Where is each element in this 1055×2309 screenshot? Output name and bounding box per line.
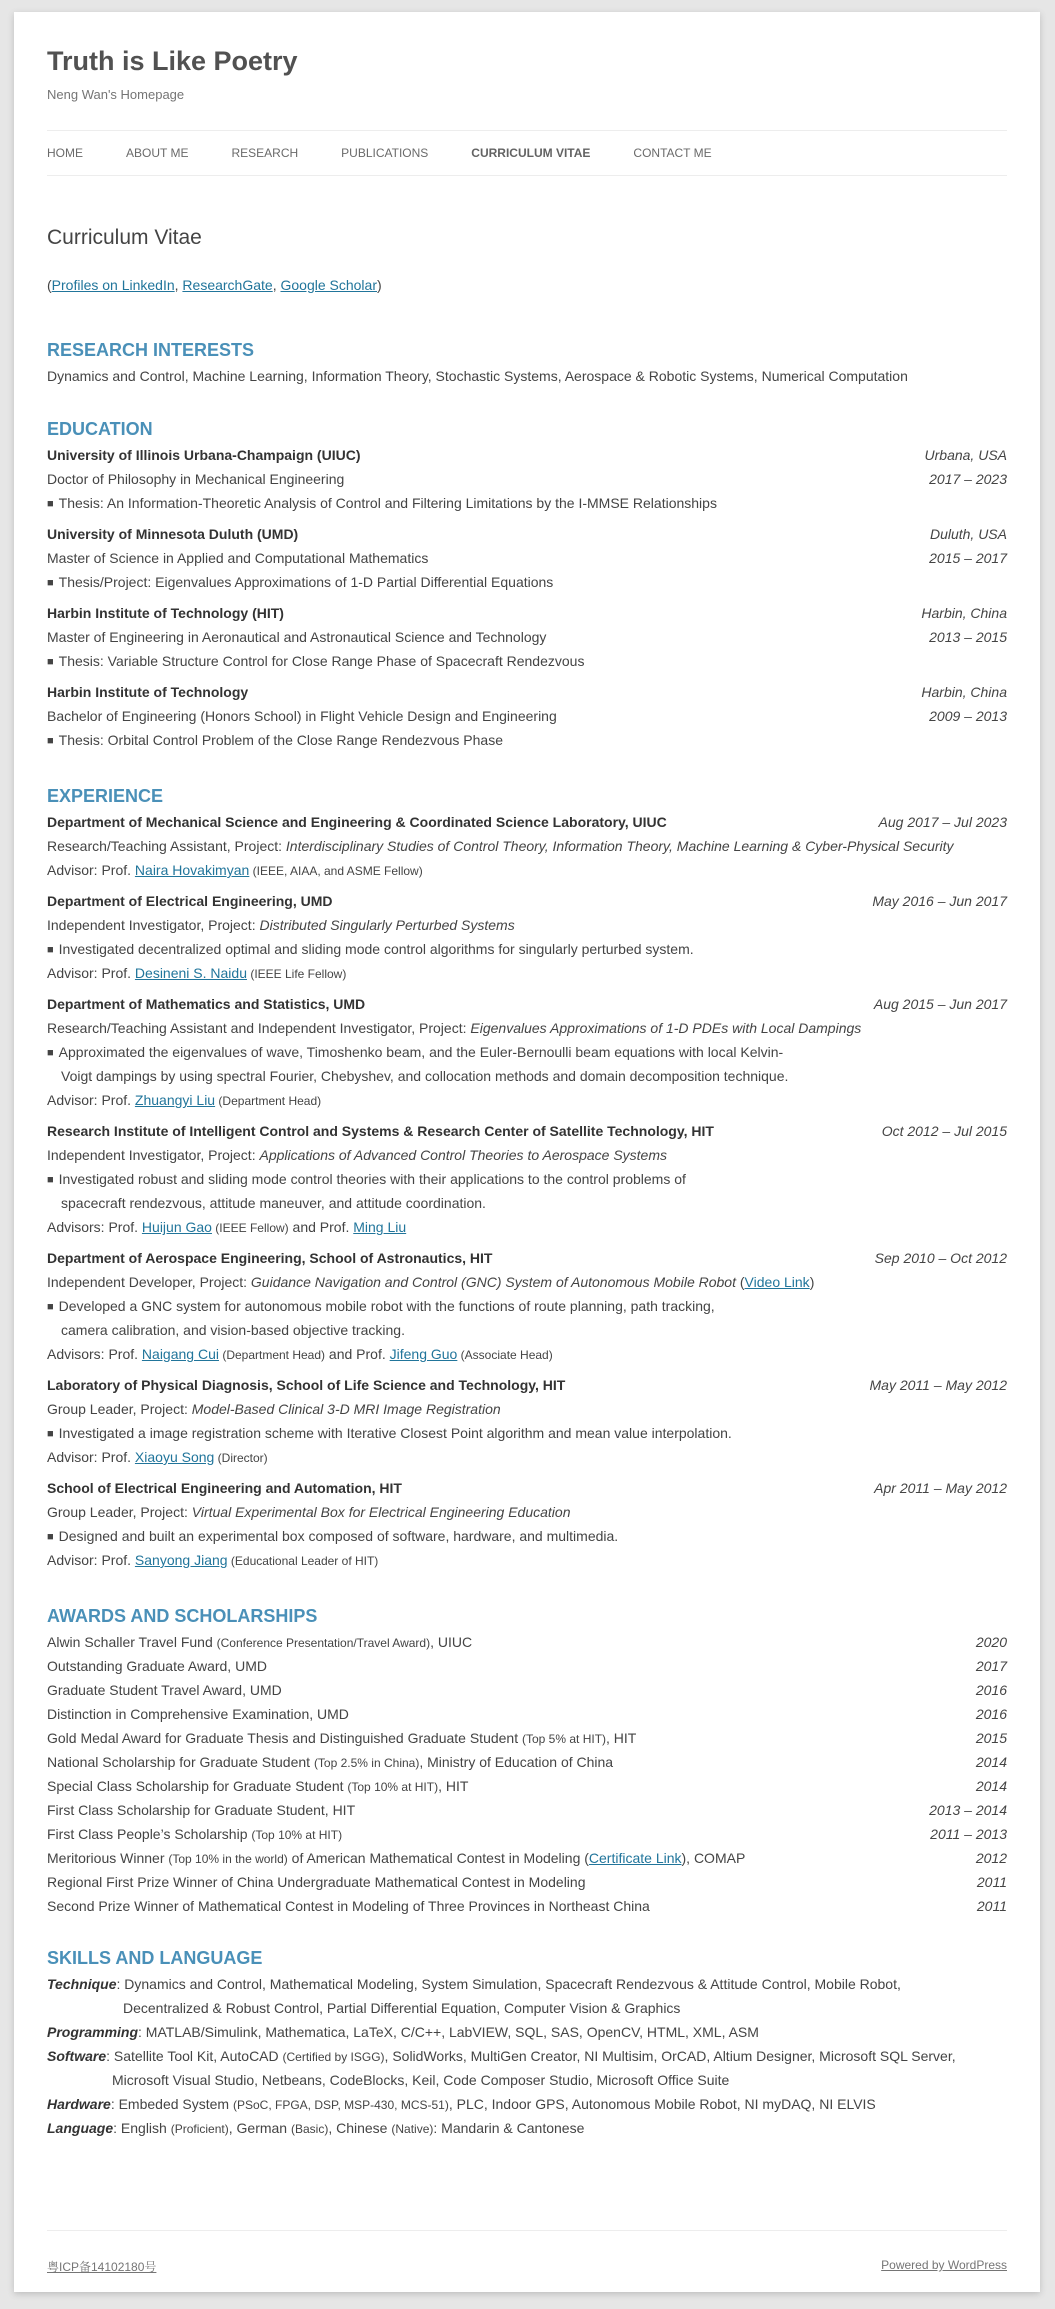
award-item: [47, 1702, 1007, 1726]
degree-dates: 2017 – 2023: [929, 471, 1007, 487]
nav-publications[interactable]: PUBLICATIONS: [341, 146, 429, 160]
experience-entry: [47, 992, 1007, 1112]
project: Eigenvalues Approximations of 1-D PDEs with Local Dampings: [470, 1020, 862, 1036]
advisor-prefix: Advisor: Prof.: [47, 1092, 135, 1108]
bullet-item: ■ Designed and built an experimental box composed of software, hardware, and multimedia.: [47, 1524, 1007, 1548]
advisor-link[interactable]: Sanyong Jiang: [134, 1552, 228, 1568]
nav-curriculum-vitae[interactable]: CURRICULUM VITAE: [471, 146, 591, 160]
bullet-continuation: spacecraft rendezvous, attitude maneuver, and attitude coordination.: [61, 1195, 486, 1211]
bullet-item: ■ Approximated the eigenvalues of wave, Timoshenko beam, and the Euler-Bernoulli beam equations with local Kelvin-: [47, 1040, 1007, 1064]
skill-note: (Native): [391, 2122, 434, 2136]
site-footer: [47, 2230, 1007, 2277]
separator: ,: [174, 277, 183, 293]
role: Independent Investigator, Project:: [47, 1147, 260, 1163]
school-name: Harbin Institute of Technology (HIT): [47, 605, 284, 621]
award-year: 2017: [975, 1658, 1007, 1674]
experience-dates: May 2016 – Jun 2017: [872, 893, 1007, 909]
advisor-note: (Director): [214, 1451, 268, 1465]
advisor-note: (IEEE Fellow): [211, 1221, 289, 1235]
school-name: University of Illinois Urbana-Champaign (UIUC): [47, 447, 361, 463]
award-name: First Class People’s Scholarship: [47, 1826, 252, 1842]
advisor-note: (Department Head): [218, 1348, 326, 1362]
skills-heading: SKILLS AND LANGUAGE: [47, 1948, 263, 1968]
award-year: 2014: [975, 1754, 1007, 1770]
thesis: ■ Thesis: Orbital Control Problem of the Close Range Rendezvous Phase: [47, 728, 1007, 752]
page-title: Curriculum Vitae: [47, 226, 202, 249]
nav-home[interactable]: HOME: [47, 146, 83, 160]
experience-dates: Aug 2015 – Jun 2017: [873, 996, 1007, 1012]
degree-dates: 2015 – 2017: [929, 550, 1007, 566]
award-org: , HIT: [438, 1778, 469, 1794]
experience-dates: Oct 2012 – Jul 2015: [881, 1123, 1007, 1139]
nav-about-me[interactable]: ABOUT ME: [126, 146, 189, 160]
skill-text: , PLC, Indoor GPS, Autonomous Mobile Robot, NI myDAQ, NI ELVIS: [448, 2096, 876, 2112]
award-year: 2014: [975, 1778, 1007, 1794]
award-item: [47, 1678, 1007, 1702]
organization: Research Institute of Intelligent Control and Systems & Research Center of Satellite Technology, HIT: [47, 1123, 714, 1139]
advisor-note: (Department Head): [215, 1094, 322, 1108]
award-item: [47, 1630, 1007, 1654]
skill-text: : MATLAB/Simulink, Mathematica, LaTeX, C/C++, LabVIEW, SQL, SAS, OpenCV, HTML, XML, ASM: [138, 2024, 759, 2040]
bullet-item: ■ Developed a GNC system for autonomous mobile robot with the functions of route planning, path tracking,: [47, 1294, 1007, 1318]
experience-entry: [47, 1119, 1007, 1239]
thesis: ■ Thesis: Variable Structure Control for Close Range Phase of Spacecraft Rendezvous: [47, 649, 1007, 673]
skill-label: Hardware: [47, 2096, 111, 2112]
project: Model-Based Clinical 3-D MRI Image Registration: [191, 1401, 501, 1417]
award-name: Second Prize Winner of Mathematical Contest in Modeling of Three Provinces in Northeast China: [47, 1898, 650, 1914]
experience-entry: [47, 1373, 1007, 1469]
advisor-connector: and Prof.: [325, 1346, 390, 1362]
experience-entry: [47, 1476, 1007, 1572]
award-item: [47, 1774, 1007, 1798]
organization: Department of Electrical Engineering, UMD: [47, 893, 333, 909]
icp-link[interactable]: 粤ICP备14102180号: [47, 2260, 157, 2274]
award-name: Graduate Student Travel Award, UMD: [47, 1682, 282, 1698]
video-link[interactable]: Video Link: [744, 1274, 810, 1290]
award-year: 2020: [975, 1634, 1007, 1650]
award-item: [47, 1798, 1007, 1822]
award-name: Special Class Scholarship for Graduate Student: [47, 1778, 348, 1794]
degree-dates: 2013 – 2015: [929, 629, 1007, 645]
thesis: ■ Thesis: An Information-Theoretic Analysis of Control and Filtering Limitations by the I-MMSE Relationships: [47, 491, 1007, 515]
role: Group Leader, Project:: [47, 1401, 192, 1417]
skill-text: , Chinese: [328, 2120, 392, 2136]
experience-heading: EXPERIENCE: [47, 786, 164, 806]
award-name: Regional First Prize Winner of China Undergraduate Mathematical Contest in Modeling: [47, 1874, 586, 1890]
education-entry: [47, 680, 1007, 752]
skill-note: (Certified by ISGG): [282, 2050, 385, 2064]
education-section: [47, 415, 1007, 752]
experience-dates: Apr 2011 – May 2012: [874, 1480, 1007, 1496]
advisor-note: (Associate Head): [457, 1348, 553, 1362]
skill-label: Language: [47, 2120, 114, 2136]
thesis: ■ Thesis/Project: Eigenvalues Approximations of 1-D Partial Differential Equations: [47, 570, 1007, 594]
paren-close: ): [809, 1274, 815, 1290]
research-interests-text: Dynamics and Control, Machine Learning, Information Theory, Stochastic Systems, Aerospace & Robotic Systems, Numerical Computation: [47, 368, 908, 384]
award-year: 2016: [975, 1682, 1007, 1698]
skill-programming: [47, 2020, 1007, 2044]
award-name: Outstanding Graduate Award, UMD: [47, 1658, 267, 1674]
school-location: Urbana, USA: [924, 447, 1007, 463]
paren-close: ): [377, 277, 382, 293]
awards-section: [47, 1602, 1007, 1918]
education-heading: EDUCATION: [47, 419, 153, 439]
skill-text: : Embeded System: [110, 2096, 233, 2112]
award-year: 2015: [975, 1730, 1007, 1746]
researchgate-link[interactable]: ResearchGate: [182, 277, 273, 293]
award-year: 2011: [976, 1898, 1007, 1914]
school-name: University of Minnesota Duluth (UMD): [47, 526, 299, 542]
skill-label: Technique: [47, 1976, 117, 1992]
education-entry: [47, 443, 1007, 515]
nav-research[interactable]: RESEARCH: [231, 146, 299, 160]
award-note: (Conference Presentation/Travel Award): [216, 1636, 431, 1650]
project: Virtual Experimental Box for Electrical Engineering Education: [191, 1504, 571, 1520]
organization: Laboratory of Physical Diagnosis, School of Life Science and Technology, HIT: [47, 1377, 566, 1393]
bullet-continuation: camera calibration, and vision-based objective tracking.: [61, 1322, 405, 1338]
content-area: [47, 12, 1007, 2292]
organization: Department of Aerospace Engineering, School of Astronautics, HIT: [47, 1250, 493, 1266]
project: Distributed Singularly Perturbed Systems: [259, 917, 515, 933]
skills-section: [47, 1944, 1007, 2140]
award-org: , UIUC: [430, 1634, 473, 1650]
award-name: National Scholarship for Graduate Student: [47, 1754, 314, 1770]
bullet-item: ■ Investigated robust and sliding mode control theories with their applications to the control problems of: [47, 1167, 1007, 1191]
google-scholar-link[interactable]: Google Scholar: [280, 277, 377, 293]
role: Group Leader, Project:: [47, 1504, 192, 1520]
advisor-link[interactable]: Desineni S. Naidu: [134, 965, 247, 981]
award-item: [47, 1750, 1007, 1774]
site-description: Neng Wan's Homepage: [47, 87, 185, 102]
bullet-continuation: Voigt dampings by using spectral Fourier, Chebyshev, and collocation methods and domain decomposition technique.: [61, 1068, 789, 1084]
paren-open: (: [47, 277, 52, 293]
award-year: 2016: [975, 1706, 1007, 1722]
nav-contact-me[interactable]: CONTACT ME: [633, 146, 712, 160]
award-org: ), COMAP: [681, 1850, 746, 1866]
skill-software: [47, 2044, 1007, 2068]
degree: Master of Science in Applied and Computational Mathematics: [47, 550, 429, 566]
award-name: Gold Medal Award for Graduate Thesis and Distinguished Graduate Student: [47, 1730, 522, 1746]
research-interests-heading: RESEARCH INTERESTS: [47, 340, 255, 360]
main-navigation: [47, 130, 1007, 176]
award-year: 2012: [975, 1850, 1007, 1866]
skill-note: (Basic): [290, 2122, 329, 2136]
experience-section: [47, 782, 1007, 1572]
award-item: [47, 1870, 1007, 1894]
advisor-prefix: Advisor: Prof.: [47, 965, 135, 981]
skill-text: , German: [228, 2120, 291, 2136]
powered-by-link[interactable]: Powered by WordPress: [881, 2258, 1007, 2272]
experience-entry: [47, 889, 1007, 985]
school-location: Duluth, USA: [929, 526, 1007, 542]
advisor-connector: and Prof.: [288, 1219, 354, 1235]
role: Research/Teaching Assistant, Project:: [47, 838, 286, 854]
skill-note: (PSoC, FPGA, DSP, MSP-430, MCS-51): [232, 2098, 449, 2112]
skill-hardware: [47, 2092, 1007, 2116]
bullet-item: ■ Investigated decentralized optimal and sliding mode control algorithms for singularly perturbed system.: [47, 937, 1007, 961]
school-name: Harbin Institute of Technology: [47, 684, 249, 700]
skill-label: Programming: [47, 2024, 139, 2040]
award-item: [47, 1846, 1007, 1870]
school-location: Harbin, China: [921, 605, 1007, 621]
skill-text: : Satellite Tool Kit, AutoCAD: [106, 2048, 283, 2064]
organization: School of Electrical Engineering and Automation, HIT: [47, 1480, 402, 1496]
award-org: , HIT: [606, 1730, 637, 1746]
award-name: First Class Scholarship for Graduate Student, HIT: [47, 1802, 356, 1818]
degree-dates: 2009 – 2013: [929, 708, 1007, 724]
award-note: (Top 10% in the world): [168, 1852, 288, 1866]
site-title[interactable]: Truth is Like Poetry: [47, 46, 298, 76]
award-year: 2013 – 2014: [929, 1802, 1007, 1818]
awards-heading: AWARDS AND SCHOLARSHIPS: [47, 1606, 318, 1626]
role: Independent Investigator, Project:: [47, 917, 260, 933]
award-note: (Top 10% at HIT): [347, 1780, 439, 1794]
education-entry: [47, 522, 1007, 594]
award-note: (Top 5% at HIT): [522, 1732, 607, 1746]
experience-entry: [47, 1246, 1007, 1366]
advisor-prefix: Advisor: Prof.: [47, 1552, 135, 1568]
degree: Doctor of Philosophy in Mechanical Engineering: [47, 471, 345, 487]
organization: Department of Mechanical Science and Engineering & Coordinated Science Laboratory, UIUC: [47, 814, 667, 830]
experience-entry: [47, 810, 1007, 882]
project: Guidance Navigation and Control (GNC) System of Autonomous Mobile Robot: [250, 1274, 736, 1290]
skill-language: [47, 2116, 1007, 2140]
project: Interdisciplinary Studies of Control Theory, Information Theory, Machine Learning & Cyber-Physical Security: [285, 838, 954, 854]
advisor-note: (Educational Leader of HIT): [227, 1554, 379, 1568]
award-name: Distinction in Comprehensive Examination, UMD: [47, 1706, 349, 1722]
role: Independent Developer, Project:: [47, 1274, 251, 1290]
school-location: Harbin, China: [921, 684, 1007, 700]
award-item: [47, 1654, 1007, 1678]
award-note: (Top 10% at HIT): [251, 1828, 343, 1842]
advisor-link[interactable]: Jifeng Guo: [389, 1346, 458, 1362]
award-year: 2011 – 2013: [930, 1826, 1007, 1842]
paren-open: (: [735, 1274, 745, 1290]
advisor-link[interactable]: Huijun Gao: [141, 1219, 212, 1235]
skill-text: , SolidWorks, MultiGen Creator, NI Multisim, OrCAD, Altium Designer, Microsoft SQL Server,: [384, 2048, 956, 2064]
skill-note: (Proficient): [170, 2122, 229, 2136]
certificate-link[interactable]: Certificate Link: [588, 1850, 682, 1866]
linkedin-link[interactable]: Profiles on LinkedIn: [51, 277, 175, 293]
advisor-link[interactable]: Ming Liu: [353, 1219, 407, 1235]
experience-dates: Sep 2010 – Oct 2012: [874, 1250, 1007, 1266]
degree: Bachelor of Engineering (Honors School) in Flight Vehicle Design and Engineering: [47, 708, 557, 724]
advisor-note: (IEEE Life Fellow): [246, 967, 347, 981]
skill-software-continuation: Microsoft Visual Studio, Netbeans, CodeBlocks, Keil, Code Composer Studio, Microsoft Office Suite: [112, 2072, 730, 2088]
award-name: Alwin Schaller Travel Fund: [47, 1634, 217, 1650]
research-interests-section: [47, 336, 1007, 388]
award-year: 2011: [976, 1874, 1007, 1890]
award-org: of American Mathematical Contest in Modeling (: [287, 1850, 589, 1866]
skill-text: : Mandarin & Cantonese: [433, 2120, 585, 2136]
award-item: [47, 1894, 1007, 1918]
skill-text: : English: [113, 2120, 171, 2136]
advisor-prefix: Advisor: Prof.: [47, 1449, 135, 1465]
organization: Department of Mathematics and Statistics, UMD: [47, 996, 366, 1012]
skill-technique: [47, 1972, 1007, 1996]
award-org: , Ministry of Education of China: [419, 1754, 614, 1770]
advisor-link[interactable]: Naigang Cui: [141, 1346, 219, 1362]
degree: Master of Engineering in Aeronautical and Astronautical Science and Technology: [47, 629, 547, 645]
experience-dates: Aug 2017 – Jul 2023: [878, 814, 1007, 830]
page-container: [14, 12, 1040, 2292]
separator: ,: [272, 277, 281, 293]
skill-technique-continuation: Decentralized & Robust Control, Partial Differential Equation, Computer Vision & Graphics: [123, 2000, 681, 2016]
role: Research/Teaching Assistant and Independent Investigator, Project:: [47, 1020, 471, 1036]
advisor-link[interactable]: Zhuangyi Liu: [134, 1092, 216, 1108]
experience-dates: May 2011 – May 2012: [869, 1377, 1007, 1393]
award-item: [47, 1726, 1007, 1750]
education-entry: [47, 601, 1007, 673]
advisor-prefix: Advisors: Prof.: [47, 1346, 142, 1362]
advisor-link[interactable]: Xiaoyu Song: [134, 1449, 215, 1465]
award-note: (Top 2.5% in China): [313, 1756, 420, 1770]
advisor-link[interactable]: Naira Hovakimyan: [134, 862, 250, 878]
award-item: [47, 1822, 1007, 1846]
award-name: Meritorious Winner: [47, 1850, 169, 1866]
bullet-item: ■ Investigated a image registration scheme with Iterative Closest Point algorithm and mean value interpolation.: [47, 1421, 1007, 1445]
skill-text: : Dynamics and Control, Mathematical Modeling, System Simulation, Spacecraft Rendezvous & Attitude Control, Mobile Robot,: [116, 1976, 901, 1992]
advisor-prefix: Advisor: Prof.: [47, 862, 135, 878]
advisor-prefix: Advisors: Prof.: [47, 1219, 142, 1235]
advisor-note: (IEEE, AIAA, and ASME Fellow): [249, 864, 423, 878]
skill-label: Software: [47, 2048, 107, 2064]
project: Applications of Advanced Control Theories to Aerospace Systems: [259, 1147, 667, 1163]
profile-links: [47, 277, 382, 293]
